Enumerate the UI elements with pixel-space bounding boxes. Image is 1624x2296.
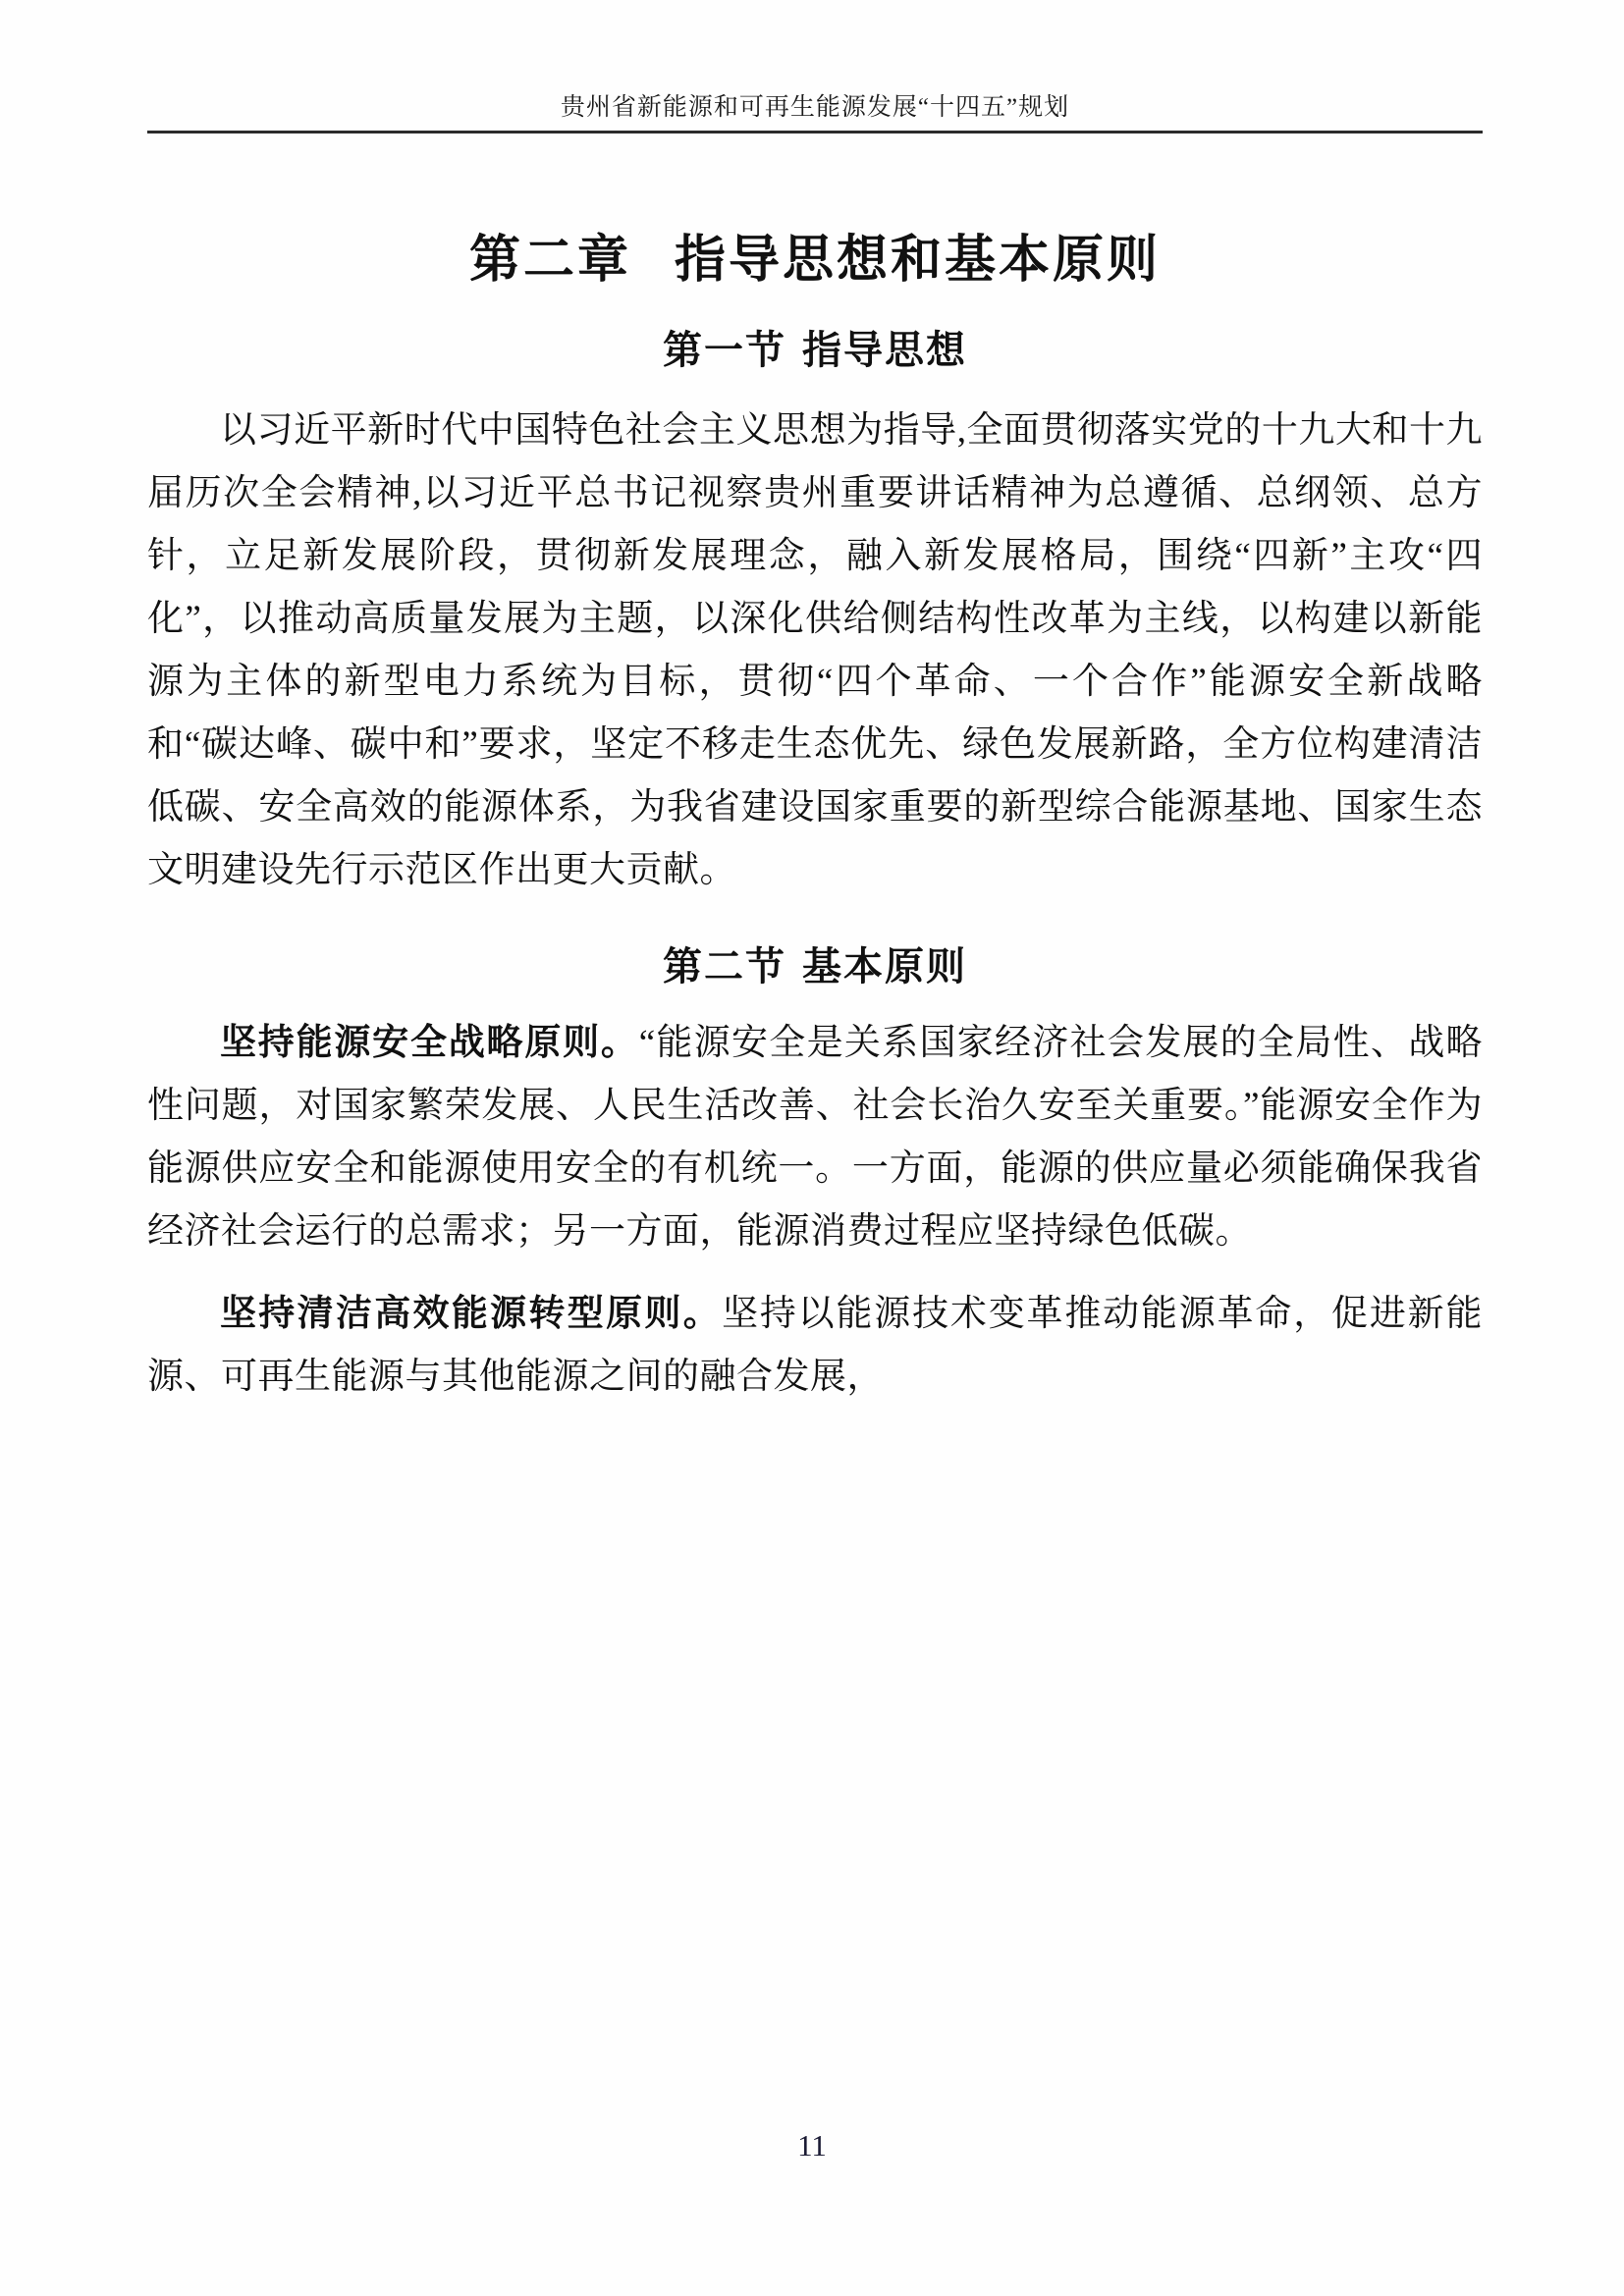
section-one-paragraph: 以习近平新时代中国特色社会主义思想为指导,全面贯彻落实党的十九大和十九届历次全会精神,以习近平总书记视察贵州重要讲话精神为总遵循、总纲领、总方针，立足新发展阶段，贯彻新发展理念，融入新发展格局，围绕“四新”主攻“四化”，以推动高质量发展为主题，以深化供给侧结构性改革为主线，以构建以新能源为主体的新型电力系统为目标，贯彻“四个革命、一个合作”能源安全新战略和“碳达峰、碳中和”要求，坚定不移走生态优先、绿色发展新路，全方位构建清洁低碳、安全高效的能源体系，为我省建设国家重要的新型综合能源基地、国家生态文明建设先行示范区作出更大贡献。 <box>147 410 1483 890</box>
chapter-number-label: 第二章 <box>468 230 631 290</box>
header-divider-rule <box>147 131 1483 133</box>
principle-paragraph-2 <box>147 1283 1483 1409</box>
chapter-title-text: 指导思想和基本原则 <box>675 230 1162 290</box>
section-one-heading: 第一节 指导思想 <box>663 327 967 373</box>
chapter-title <box>147 228 1483 292</box>
principle-1-lead: 坚持能源安全战略原则。 <box>220 1023 639 1063</box>
principle-2-text: 坚持以能源技术变革推动能源革命，促进新能源、可再生能源与其他能源之间的融合发展， <box>147 1294 1483 1397</box>
running-header <box>147 94 1483 133</box>
running-header-text: 贵州省新能源和可再生能源发展“十四五”规划 <box>560 94 1070 121</box>
principle-paragraph-1 <box>147 1012 1483 1263</box>
principle-2-lead: 坚持清洁高效能源转型原则。 <box>220 1294 723 1334</box>
page-number: 11 <box>797 2128 827 2163</box>
section-two-heading: 第二节 基本原则 <box>663 943 967 989</box>
principle-1-text: “能源安全是关系国家经济社会发展的全局性、战略性问题，对国家繁荣发展、人民生活改善、社会长治久安至关重要。”能源安全作为能源供应安全和能源使用安全的有机统一。一方面，能源的供应量必须能确保我省经济社会运行的总需求；另一方面，能源消费过程应坚持绿色低碳。 <box>147 1023 1484 1252</box>
page-content <box>147 228 1483 1409</box>
